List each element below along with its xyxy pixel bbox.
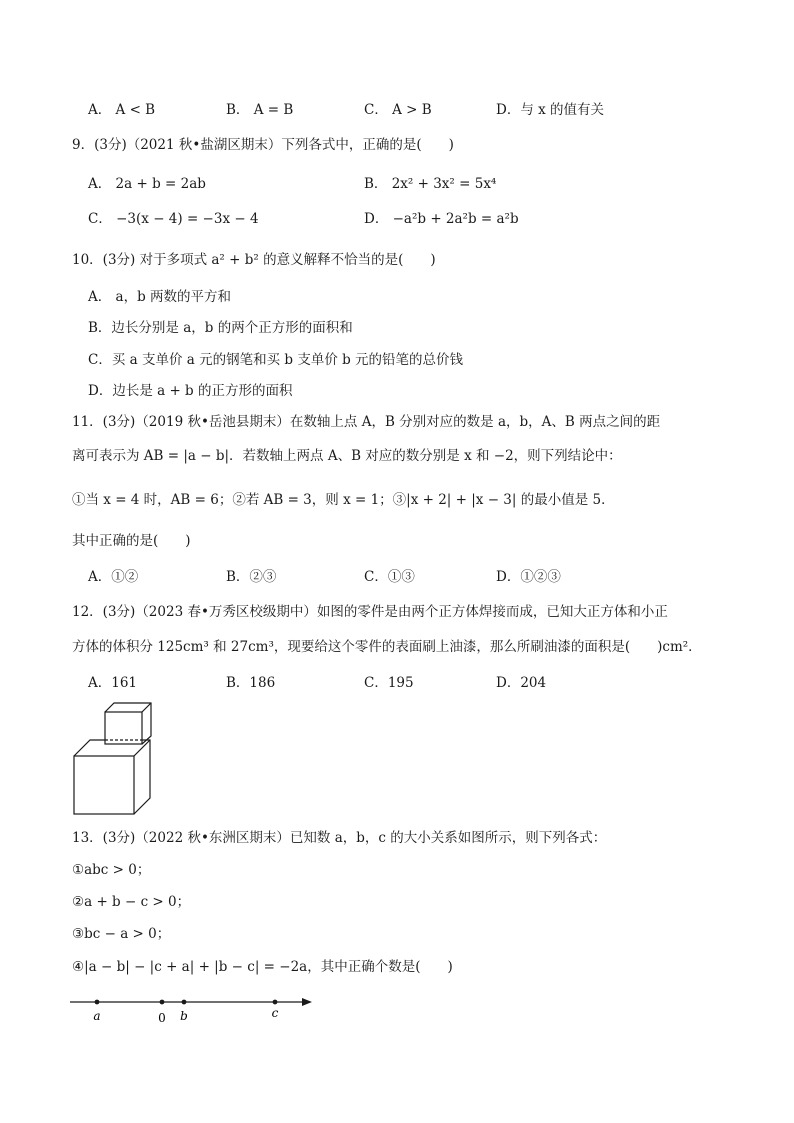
q11-option-b: B．②③	[226, 569, 277, 585]
label-c: c	[271, 1006, 279, 1020]
q12-option-c: C．195	[364, 675, 414, 691]
q9-option-d: D． −a²b + 2a²b = a²b	[364, 211, 519, 227]
q11-option-d: D．①②③	[496, 569, 561, 585]
q10-option-d: D．边长是 a + b 的正方形的面积	[88, 383, 293, 399]
small-cube-front	[105, 712, 142, 744]
q10-option-b: B．边长分别是 a，b 的两个正方形的面积和	[88, 320, 353, 336]
q11-option-c: C．①③	[364, 569, 415, 585]
label-zero: 0	[158, 1011, 166, 1025]
q13-item-3: ③bc − a > 0；	[72, 926, 171, 942]
q9-stem: 9．(3分)（2021 秋•盐湖区期末）下列各式中，正确的是( )	[72, 137, 454, 153]
q12-option-a: A．161	[88, 675, 138, 691]
point-a	[95, 1000, 100, 1005]
label-a: a	[93, 1009, 101, 1023]
q11-stem-line2: 离可表示为 AB = |a − b|．若数轴上两点 A、B 对应的数分别是 x 和 −2，则下列结论中：	[72, 448, 622, 464]
q10-stem: 10．(3分) 对于多项式 a² + b² 的意义解释不恰当的是( )	[72, 252, 436, 268]
point-c	[273, 1000, 278, 1005]
cubes-figure	[70, 700, 160, 820]
q10-option-c: C．买 a 支单价 a 元的钢笔和买 b 支单价 b 元的铅笔的总价钱	[88, 352, 464, 368]
q13-stem: 13．(3分)（2022 秋•东洲区期末）已知数 a，b，c 的大小关系如图所示，则下列各式：	[72, 830, 607, 846]
q12-stem-line2: 方体的体积分 125cm³ 和 27cm³，现要给这个零件的表面刷上油漆，那么所刷油漆的面积是( )cm²．	[72, 639, 702, 655]
q8-option-c: C． A > B	[364, 102, 432, 118]
number-line	[68, 990, 318, 1030]
q8-option-b: B． A = B	[226, 102, 294, 118]
q13-item-2: ②a + b − c > 0；	[72, 894, 191, 910]
q13-item-1: ①abc > 0；	[72, 862, 151, 878]
q9-option-a: A． 2a + b = 2ab	[88, 176, 206, 192]
q12-stem-line1: 12．(3分)（2023 春•万秀区校级期中）如图的零件是由两个正方体焊接而成，已知大正方体和小正	[72, 604, 668, 620]
q8-option-d: D．与 x 的值有关	[496, 102, 605, 118]
q9-option-b: B． 2x² + 3x² = 5x⁴	[364, 176, 497, 192]
q11-statements: ①当 x = 4 时，AB = 6；②若 AB = 3，则 x = 1；③|x + 2| + |x − 3| 的最小值是 5．	[72, 492, 615, 508]
q10-option-a: A． a，b 两数的平方和	[88, 289, 232, 305]
q12-option-d: D．204	[496, 675, 547, 691]
q11-stem-line1: 11．(3分)（2019 秋•岳池县期末）在数轴上点 A，B 分别对应的数是 a，b，A、B 两点之间的距	[72, 414, 661, 430]
q13-item-4: ④|a − b| − |c + a| + |b − c| = −2a，其中正确个数是( )	[72, 959, 453, 975]
big-cube-front	[74, 756, 134, 814]
point-zero	[160, 1000, 165, 1005]
q8-option-a: A． A < B	[88, 102, 156, 118]
q9-option-c: C． −3(x − 4) = −3x − 4	[88, 211, 259, 227]
q11-question: 其中正确的是( )	[72, 533, 191, 549]
q11-option-a: A．①②	[88, 569, 139, 585]
arrow-right-icon	[302, 998, 312, 1006]
label-b: b	[180, 1009, 188, 1023]
q12-option-b: B．186	[226, 675, 276, 691]
point-b	[182, 1000, 187, 1005]
